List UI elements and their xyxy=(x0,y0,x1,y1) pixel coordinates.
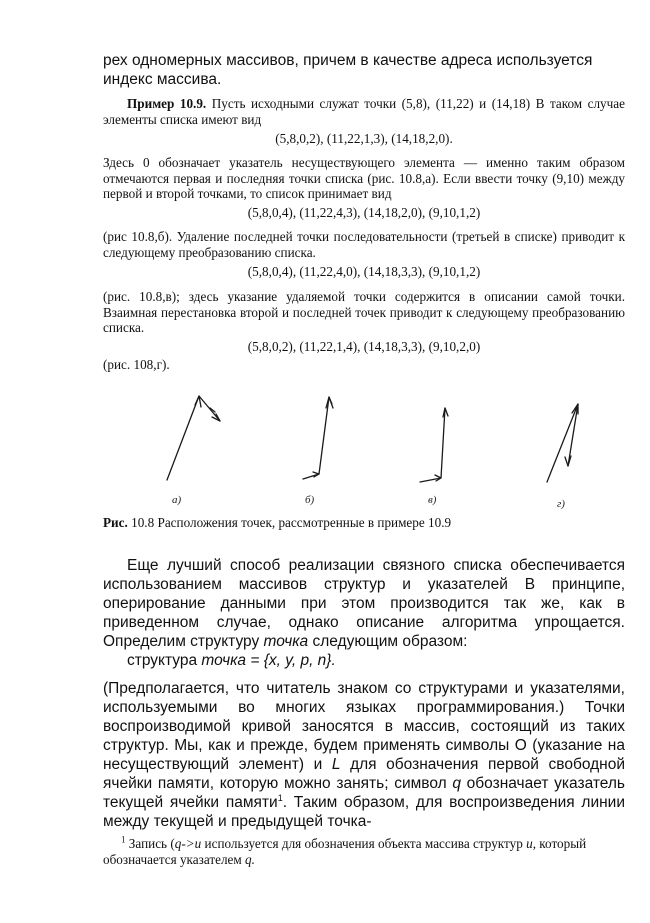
caption-label: Рис. xyxy=(103,515,128,530)
figure-caption xyxy=(103,515,625,531)
footnote xyxy=(103,836,625,867)
example-text: Пусть исходными служат точки (5,8), (11,22) и (14,18) В таком случае элементы списка имеют вид xyxy=(103,96,625,127)
figure-c-polyline xyxy=(420,408,448,482)
figure-label-d: г) xyxy=(557,498,565,510)
main-p1-end: следующим образом: xyxy=(308,633,468,650)
list-1: (5,8,0,2), (11,22,1,3), (14,18,2,0). xyxy=(275,131,453,146)
footnote-u: u, xyxy=(526,836,536,851)
main-p1-text: Еще лучший способ реализации связного списка обеспечивается использованием массивов структур и указателей В принципе, оперирование данными при этом производится так же, как в приведенном случае, однако описание алгоритма упрощается. Определим структуру xyxy=(103,557,625,650)
footnote-q-expr: q->u xyxy=(174,836,202,851)
main-p2-text-c: обозначает указатель текущей ячейки памяти xyxy=(103,775,626,811)
caption-text: 10.8 Расположения точек, рассмотренные в примере 10.9 xyxy=(127,515,452,530)
main-p2-q: q xyxy=(452,775,461,792)
intro-line-2: индекс массива. xyxy=(103,71,222,88)
figure-d-polyline xyxy=(547,404,578,482)
footnote-text-a: Запись ( xyxy=(125,836,175,851)
example-para-4: (рис. 10.8,в); здесь указание удаляемой точки содержится в описании самой точки. Взаимная перестановка второй и последней точек приводит к следующему преобразованию списка. xyxy=(103,289,625,335)
intro-line-1: рех одномерных массивов, причем в качестве адреса используется xyxy=(103,52,593,69)
main-paragraph-2 xyxy=(103,679,625,831)
list-2: (5,8,0,4), (11,22,4,3), (14,18,2,0), (9,10,1,2) xyxy=(247,205,481,220)
list-3: (5,8,0,4), (11,22,4,0), (14,18,3,3), (9,10,1,2) xyxy=(247,264,481,279)
footnote-q2: q. xyxy=(245,851,255,867)
figure-a-polyline xyxy=(167,396,220,480)
footnote-mark: 1 xyxy=(121,834,126,845)
figure-label-c: в) xyxy=(428,494,437,506)
footnote-text-c: который обозначается указателем xyxy=(103,836,587,867)
struct-keyword: структура xyxy=(127,652,202,669)
figure-label-b: б) xyxy=(305,494,315,506)
structure-definition xyxy=(103,651,625,670)
main-p1-italic: точка xyxy=(263,633,309,650)
main-p2-text-b: для обозначения первой свободной ячейки памяти, которую можно занять; символ xyxy=(103,756,625,792)
main-paragraph-1 xyxy=(103,556,625,651)
example-para-2: Здесь 0 обозначает указатель несуществующего элемента — именно таким образом отмечаются первая и последняя точки списка (рис. 10.8,а). Если ввести точку (9,10) между первой и второй точками, то список принимает вид xyxy=(103,155,625,201)
figure-label-a: а) xyxy=(172,494,182,506)
list-4: (5,8,0,2), (11,22,1,4), (14,18,3,3), (9,10,2,0) xyxy=(247,339,481,354)
example-para-3: (рис 10.8,б). Удаление последней точки последовательности (третьей в списке) приводит к следующему преобразованию списка. xyxy=(103,229,625,260)
figure-b-polyline xyxy=(303,397,333,479)
example-para-5: (рис. 108,г). xyxy=(103,357,170,372)
footnote-ref: 1 xyxy=(277,792,283,803)
main-p2-L: L xyxy=(331,756,341,773)
example-label: Пример 10.9. xyxy=(127,96,207,111)
main-p2-text-d: . Таким образом, для воспроизведения линии между текущей и предыдущей точка- xyxy=(103,794,625,830)
footnote-text-b: используется для обозначения объекта массива структур xyxy=(201,836,527,851)
struct-expression: точка = {x, y, p, n}. xyxy=(201,652,336,669)
main-p2-text-a: (Предполагается, что читатель знаком со структурами и указателями, используемыми во многих языках программирования.) Точки воспроизводимой кривой заносятся в массив, состоящий из таких структур. Мы, как и прежде, будем применять символы O (указание на несуществующий элемент) и xyxy=(103,680,625,773)
